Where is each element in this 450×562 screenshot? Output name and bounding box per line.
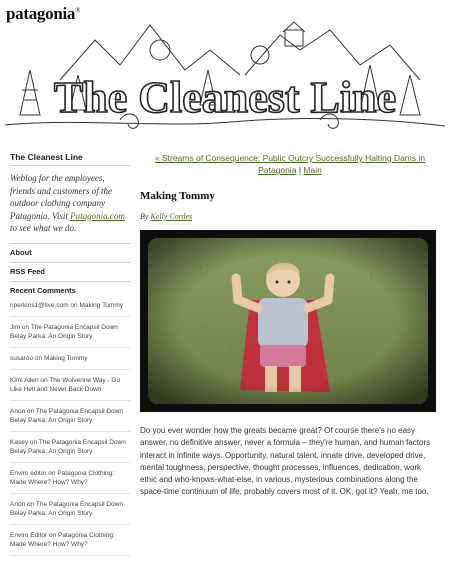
cleanest-line-banner[interactable] — [0, 20, 450, 135]
sidebar — [10, 152, 130, 562]
post-photo[interactable] — [140, 230, 436, 412]
main-content — [140, 152, 440, 497]
recent-comment-item[interactable]: Kasey on The Patagonia Encapsil Down Belay Parka: An Origin Story — [10, 438, 130, 463]
nav-separator: | — [298, 165, 302, 175]
sidebar-title: The Cleanest Line — [10, 152, 130, 166]
post-body: Do you ever wonder how the greats became great? Of course there's no easy answer, no definitive answer, never a formula – they're human, and human factors interact in infinite ways. Opportunity, natural talent, innate drive, developed drive, mental toughness, perspective, thought processes, influences, dedication, work ethic and who-knows-what-else, in various, mysterious combinations along the space-time continuum of life, probably covers most of it. OK, got it? Yeah, me too. — [140, 426, 431, 497]
post-title[interactable]: Making Tommy — [140, 190, 215, 202]
banner-title: The Cleanest Line — [53, 73, 397, 122]
recent-comment-item[interactable]: Enviro Editor on Patagonia Clothing: Made Where? How? Why? — [10, 531, 130, 556]
recent-comment-item[interactable]: Anon on The Patagonia Encapsil Down Belay Parka: An Origin Story — [10, 407, 130, 432]
rss-feed-link[interactable]: RSS Feed — [10, 262, 130, 281]
about-link[interactable]: About — [10, 243, 130, 262]
recent-comment-item[interactable]: nperkins1@live.com on Making Tommy — [10, 301, 130, 317]
recent-comment-item[interactable]: Anon on The Patagonia Encapsil Down Belay Parka: An Origin Story — [10, 500, 130, 525]
sidebar-description: Weblog for the employees, friends and customers of the outdoor clothing company Patagonia. Visit Patagonia.com to see what we do. — [10, 173, 125, 233]
recent-comment-item[interactable]: susaroo on Making Tommy — [10, 354, 130, 370]
recent-comments-heading: Recent Comments — [10, 281, 130, 301]
logo-text: patagonia — [6, 4, 76, 23]
main-link[interactable]: Main — [303, 165, 322, 175]
patagonia-logo[interactable]: patagonia® — [6, 4, 81, 23]
blog-header — [0, 0, 450, 140]
post-navigation — [140, 152, 440, 176]
author-link[interactable]: Kelly Cordes — [150, 212, 193, 221]
recent-comments-list — [10, 301, 130, 556]
patagonia-com-link[interactable]: Patagonia.com — [70, 210, 125, 221]
recent-comment-item[interactable]: Kimi Allen on The Wolverine Way - Go Like Hell and Never Back Down — [10, 376, 130, 401]
byline: By Kelly Cordes — [140, 212, 193, 221]
recent-comment-item[interactable]: Enviro editor on Patagonia Clothing: Made Where? How? Why? — [10, 469, 130, 494]
recent-comment-item[interactable]: Jim on The Patagonia Encapsil Down Belay Parka: An Origin Story — [10, 323, 130, 348]
previous-post-link[interactable]: « Streams of Consequence: Public Outcry Successfully Halting Dams in Patagonia — [154, 153, 426, 175]
